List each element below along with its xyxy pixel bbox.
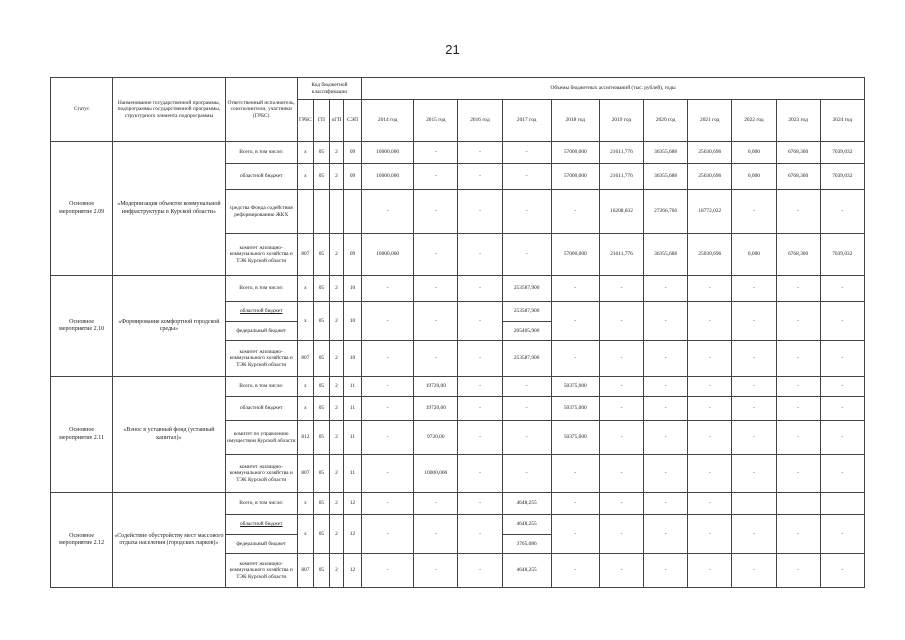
sep-cell: 09 (344, 234, 362, 276)
gp-cell: 05 (313, 234, 329, 276)
header-status: Статус (51, 78, 113, 142)
status-cell: Основное мероприятие 2.12 (51, 493, 113, 588)
value-cell: - (599, 276, 643, 302)
value-cell: - (458, 234, 502, 276)
value-cell: - (644, 302, 688, 341)
executor-line: областной бюджет (239, 308, 283, 315)
grbs-cell: х (297, 164, 313, 190)
value-cell: - (820, 554, 864, 588)
value-cell: 9720,00 (414, 421, 458, 455)
name-cell: «Формирование комфортной городской среды» (113, 276, 225, 377)
value-cell: - (414, 276, 458, 302)
value-cell: - (502, 142, 551, 164)
gp-cell: 05 (313, 421, 329, 455)
value-cell: 50375,000 (551, 377, 599, 397)
value-cell: 21611,776 (599, 234, 643, 276)
value-cell: 16208,832 (599, 190, 643, 234)
header-year: 2014 год (362, 100, 414, 142)
header-year: 2021 год (688, 100, 732, 142)
value-cell: - (599, 421, 643, 455)
value-cell: - (362, 276, 414, 302)
grbs-cell: х (297, 397, 313, 421)
sep-cell: 12 (344, 554, 362, 588)
table-row (51, 377, 865, 397)
value-cell (502, 515, 551, 554)
gp-cell (313, 190, 329, 234)
header-year: 2016 год (458, 100, 502, 142)
header-year: 2017 год (502, 100, 551, 142)
sep-cell: 10 (344, 276, 362, 302)
ogp-cell: 2 (329, 397, 343, 421)
sep-cell (344, 190, 362, 234)
value-cell: 6768,300 (776, 142, 820, 164)
value-cell: 6768,300 (776, 164, 820, 190)
value-cell: - (551, 455, 599, 493)
gp-cell: 05 (313, 493, 329, 515)
value-cell: 0,000 (732, 142, 776, 164)
value-cell: - (414, 493, 458, 515)
value-cell: - (776, 276, 820, 302)
sep-cell: 11 (344, 421, 362, 455)
value-cell: - (776, 455, 820, 493)
value-cell: - (599, 341, 643, 377)
value-cell: - (644, 276, 688, 302)
value-cell: - (458, 397, 502, 421)
header-year: 2019 год (599, 100, 643, 142)
value-cell: - (776, 341, 820, 377)
value-cell: - (820, 190, 864, 234)
value-cell: - (688, 377, 732, 397)
value-cell: - (414, 164, 458, 190)
header-sep: СЭП (344, 100, 362, 142)
value-cell: 10000,000 (362, 164, 414, 190)
value-cell: 21611,776 (599, 142, 643, 164)
value-cell: 36355,688 (644, 164, 688, 190)
value-cell: - (502, 164, 551, 190)
gp-cell: 05 (313, 164, 329, 190)
value-cell: - (458, 164, 502, 190)
value-cell: - (458, 341, 502, 377)
value-cell: - (458, 515, 502, 554)
value-cell: - (502, 397, 551, 421)
grbs-cell: х (297, 276, 313, 302)
header-code-group: Код бюджетной классификации (297, 78, 361, 100)
value-cell: - (599, 377, 643, 397)
header-grbs: ГРБС (297, 100, 313, 142)
grbs-cell: х (297, 515, 313, 554)
value-cell: 21611,776 (599, 164, 643, 190)
value-cell: - (362, 377, 414, 397)
page-number: 21 (445, 42, 460, 57)
value-line: 205405,900 (503, 321, 551, 341)
executor-cell: комитет жилищно-коммунального хозяйства и ТЭК Курской области (225, 341, 297, 377)
value-cell: - (732, 377, 776, 397)
status-cell: Основное мероприятие 2.11 (51, 377, 113, 493)
value-cell: - (776, 554, 820, 588)
ogp-cell: 2 (329, 377, 343, 397)
gp-cell: 05 (313, 554, 329, 588)
header-year: 2015 год (414, 100, 458, 142)
value-cell: - (644, 515, 688, 554)
value-cell: - (688, 341, 732, 377)
value-cell: - (458, 377, 502, 397)
value-cell: 10000,000 (362, 142, 414, 164)
executor-cell: комитет жилищно-коммунального хозяйства и ТЭК Курской области (225, 455, 297, 493)
value-cell: - (458, 493, 502, 515)
name-cell: «Модернизация объектов коммунальной инфраструктуры в Курской области» (113, 142, 225, 276)
value-cell: 10000,000 (362, 234, 414, 276)
grbs-cell: 807 (297, 341, 313, 377)
value-cell: - (776, 377, 820, 397)
name-cell: «Взнос в уставный фонд (уставный капитал)» (113, 377, 225, 493)
sep-cell: 09 (344, 142, 362, 164)
value-cell: - (414, 190, 458, 234)
value-cell: - (362, 515, 414, 554)
value-cell: - (551, 190, 599, 234)
executor-line: федеральный бюджет (226, 321, 297, 341)
value-cell: - (776, 190, 820, 234)
sep-cell: 09 (344, 164, 362, 190)
value-cell: - (820, 377, 864, 397)
value-cell: - (820, 397, 864, 421)
gp-cell: 05 (313, 276, 329, 302)
ogp-cell: 2 (329, 421, 343, 455)
value-line: 3765,086 (503, 534, 551, 554)
grbs-cell: х (297, 302, 313, 341)
value-cell: - (688, 515, 732, 554)
value-cell: 36355,688 (644, 234, 688, 276)
executor-cell: комитет жилищно-коммунального хозяйства и ТЭК Курской области (225, 554, 297, 588)
value-cell: 7039,032 (820, 234, 864, 276)
value-cell: - (362, 421, 414, 455)
gp-cell: 05 (313, 302, 329, 341)
sep-cell: 10 (344, 302, 362, 341)
value-cell: - (502, 421, 551, 455)
value-cell: 25030,696 (688, 142, 732, 164)
value-cell: 0,000 (732, 234, 776, 276)
sep-cell: 10 (344, 341, 362, 377)
executor-cell: Всего, в том числе: (225, 493, 297, 515)
header-row-top (51, 78, 865, 100)
grbs-cell: 807 (297, 554, 313, 588)
value-cell: - (362, 302, 414, 341)
value-cell: 50375,000 (551, 421, 599, 455)
value-cell: 0,000 (732, 164, 776, 190)
value-cell: - (732, 455, 776, 493)
header-year: 2022 год (732, 100, 776, 142)
value-cell: - (502, 377, 551, 397)
grbs-cell: х (297, 142, 313, 164)
value-cell: - (414, 142, 458, 164)
value-cell: - (820, 515, 864, 554)
executor-line: федеральный бюджет (226, 534, 297, 554)
ogp-cell: 2 (329, 455, 343, 493)
header-ogp: оГП (329, 100, 343, 142)
value-cell: 57000,000 (551, 142, 599, 164)
value-cell: - (551, 276, 599, 302)
executor-cell: комитет жилищно-коммунального хозяйства и ТЭК Курской области (225, 234, 297, 276)
header-year: 2018 год (551, 100, 599, 142)
gp-cell: 05 (313, 341, 329, 377)
executor-cell: Всего, в том числе: (225, 276, 297, 302)
ogp-cell: 2 (329, 341, 343, 377)
gp-cell: 05 (313, 455, 329, 493)
value-cell: - (362, 493, 414, 515)
table-row (51, 276, 865, 302)
header-gp: ГП (313, 100, 329, 142)
value-cell: 253587,900 (502, 276, 551, 302)
value-cell: - (820, 302, 864, 341)
ogp-cell: 2 (329, 554, 343, 588)
ogp-cell: 2 (329, 302, 343, 341)
executor-cell (225, 302, 297, 341)
value-cell: - (458, 302, 502, 341)
grbs-cell: 807 (297, 455, 313, 493)
value-cell: - (644, 554, 688, 588)
header-year: 2020 год (644, 100, 688, 142)
ogp-cell: 2 (329, 515, 343, 554)
sep-cell: 11 (344, 377, 362, 397)
value-cell: 25030,696 (688, 234, 732, 276)
ogp-cell: 2 (329, 142, 343, 164)
grbs-cell (297, 190, 313, 234)
grbs-cell: 812 (297, 421, 313, 455)
value-cell (732, 493, 776, 515)
value-cell: - (732, 554, 776, 588)
value-cell: 10000,000 (414, 455, 458, 493)
value-cell: - (820, 421, 864, 455)
value-cell: - (732, 421, 776, 455)
value-cell (502, 302, 551, 341)
value-cell: - (644, 397, 688, 421)
value-cell: - (414, 302, 458, 341)
value-cell: - (362, 190, 414, 234)
gp-cell: 05 (313, 142, 329, 164)
value-cell: - (732, 341, 776, 377)
gp-cell: 05 (313, 515, 329, 554)
gp-cell: 05 (313, 377, 329, 397)
value-cell: - (458, 142, 502, 164)
ogp-cell: 2 (329, 493, 343, 515)
value-cell: - (414, 515, 458, 554)
value-cell: - (458, 554, 502, 588)
value-cell: - (820, 341, 864, 377)
value-cell (776, 493, 820, 515)
value-cell: 50375,000 (551, 397, 599, 421)
value-cell: 25030,696 (688, 164, 732, 190)
value-cell: - (414, 554, 458, 588)
value-cell: 57000,000 (551, 164, 599, 190)
value-cell: - (458, 421, 502, 455)
ogp-cell: 2 (329, 164, 343, 190)
value-cell: - (551, 341, 599, 377)
status-cell: Основное мероприятие 2.10 (51, 276, 113, 377)
value-cell: - (551, 302, 599, 341)
value-cell: - (776, 302, 820, 341)
executor-cell: средства Фонда содействия реформированию ЖКХ (225, 190, 297, 234)
value-line: 4648,255 (516, 521, 537, 528)
value-cell: - (458, 455, 502, 493)
value-cell: - (644, 455, 688, 493)
value-cell: - (732, 515, 776, 554)
value-cell: - (551, 554, 599, 588)
value-cell: - (458, 190, 502, 234)
value-cell: - (644, 421, 688, 455)
value-cell: - (688, 302, 732, 341)
header-executor: Ответственный исполнитель, соисполнители, участники (ГРБС) (225, 78, 297, 142)
value-cell: - (688, 493, 732, 515)
executor-cell: Всего, в том числе: (225, 377, 297, 397)
table-body (51, 142, 865, 588)
value-cell: 19720,00 (414, 397, 458, 421)
value-cell: - (644, 377, 688, 397)
value-cell: 7039,032 (820, 164, 864, 190)
value-cell: 18772,022 (688, 190, 732, 234)
value-cell: - (414, 341, 458, 377)
value-cell: - (820, 276, 864, 302)
executor-line: областной бюджет (239, 521, 283, 528)
executor-cell (225, 515, 297, 554)
value-cell: 7039,032 (820, 142, 864, 164)
value-cell: - (362, 341, 414, 377)
budget-allocation-table (50, 77, 865, 588)
executor-cell: комитет по управлению имуществом Курской области (225, 421, 297, 455)
value-cell: - (732, 276, 776, 302)
value-cell: 4648,255 (502, 554, 551, 588)
value-cell: 57000,000 (551, 234, 599, 276)
value-cell: - (688, 276, 732, 302)
value-cell: 4648,255 (502, 493, 551, 515)
value-cell: - (644, 341, 688, 377)
value-cell: - (599, 554, 643, 588)
value-cell: 19720,00 (414, 377, 458, 397)
grbs-cell: 807 (297, 234, 313, 276)
ogp-cell: 2 (329, 276, 343, 302)
value-cell: - (362, 397, 414, 421)
value-cell (820, 493, 864, 515)
value-cell: - (599, 302, 643, 341)
value-cell: - (599, 397, 643, 421)
value-cell: - (502, 455, 551, 493)
sep-cell: 11 (344, 455, 362, 493)
executor-cell: областной бюджет (225, 397, 297, 421)
value-cell: - (644, 493, 688, 515)
ogp-cell: 2 (329, 234, 343, 276)
value-cell: - (551, 515, 599, 554)
value-cell: - (688, 554, 732, 588)
executor-cell: Всего, в том числе: (225, 142, 297, 164)
value-line: 253587,900 (513, 308, 540, 315)
value-cell: - (732, 397, 776, 421)
value-cell: 253587,900 (502, 341, 551, 377)
value-cell: 6768,300 (776, 234, 820, 276)
sep-cell: 12 (344, 493, 362, 515)
value-cell: - (551, 493, 599, 515)
value-cell: - (776, 397, 820, 421)
value-cell: - (599, 515, 643, 554)
value-cell: 36355,688 (644, 142, 688, 164)
value-cell: - (502, 190, 551, 234)
header-volumes: Объемы бюджетных ассигнований (тыс. рублей), годы (362, 78, 865, 100)
value-cell: - (688, 397, 732, 421)
header-year: 2024 год (820, 100, 864, 142)
executor-cell: областной бюджет (225, 164, 297, 190)
sep-cell: 11 (344, 397, 362, 421)
value-cell: - (688, 455, 732, 493)
value-cell: - (599, 493, 643, 515)
header-year: 2023 год (776, 100, 820, 142)
value-cell: - (362, 554, 414, 588)
ogp-cell (329, 190, 343, 234)
table-row (51, 493, 865, 515)
value-cell: - (458, 276, 502, 302)
value-cell: 27266,766 (644, 190, 688, 234)
status-cell: Основное мероприятие 2.09 (51, 142, 113, 276)
value-cell: - (688, 421, 732, 455)
value-cell: - (362, 455, 414, 493)
value-cell: - (502, 234, 551, 276)
value-cell: - (776, 515, 820, 554)
table-row (51, 142, 865, 164)
name-cell: «Содействие обустройству мест массового отдыха населения (городских парков)» (113, 493, 225, 588)
header-name: Наименование государственной программы, подпрограммы государственной программы, структурного элемента подпрограммы (113, 78, 225, 142)
value-cell: - (776, 421, 820, 455)
value-cell: - (599, 455, 643, 493)
value-cell: - (820, 455, 864, 493)
sep-cell: 12 (344, 515, 362, 554)
value-cell: - (732, 190, 776, 234)
value-cell: - (732, 302, 776, 341)
value-cell: - (414, 234, 458, 276)
gp-cell: 05 (313, 397, 329, 421)
grbs-cell: х (297, 377, 313, 397)
grbs-cell: х (297, 493, 313, 515)
